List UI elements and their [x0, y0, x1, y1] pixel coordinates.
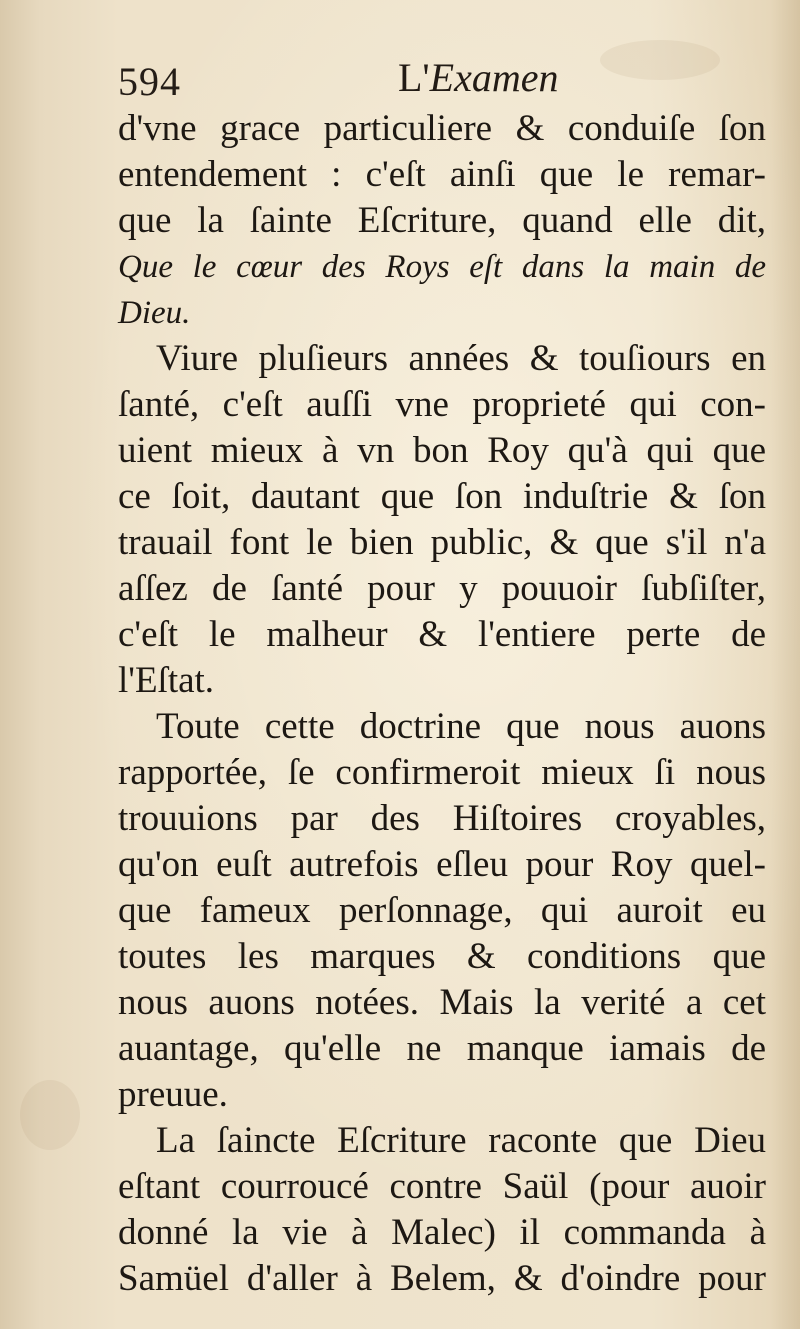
text-line: c'eſt le malheur & l'entiere perte de: [118, 614, 766, 655]
text-line: que la ſainte Eſcriture, quand elle dit,: [118, 200, 766, 241]
text-line: ſanté, c'eſt auſſi vne proprieté qui con-: [118, 384, 766, 425]
ink-stain: [20, 1080, 80, 1150]
text-line: l'Eſtat.: [118, 660, 215, 701]
text-line: nous auons notées. Mais la verité a cet: [118, 982, 766, 1023]
paragraph-first-line: Viure pluſieurs années & touſiours en: [156, 338, 766, 379]
text-line: rapportée, ſe confirmeroit mieux ſi nous: [118, 752, 766, 793]
text-line: auantage, qu'elle ne manque iamais de: [118, 1028, 766, 1069]
running-head-prefix: L': [398, 55, 430, 100]
scripture-quote-line: Que le cœur des Roys eſt dans la main de: [118, 249, 766, 285]
body-text: [118, 106, 766, 1302]
page-header: [118, 50, 738, 106]
text-line: ce ſoit, dautant que ſon induſtrie & ſon: [118, 476, 766, 517]
paragraph-first-line: Toute cette doctrine que nous auons: [156, 706, 766, 747]
running-head: [398, 54, 558, 101]
text-line: donné la vie à Malec) il commanda à: [118, 1212, 766, 1253]
text-line: d'vne grace particuliere & conduiſe ſon: [118, 108, 766, 149]
text-line: trouuions par des Hiſtoires croyables,: [118, 798, 766, 839]
page-number: 594: [118, 59, 181, 104]
scripture-quote-line: Dieu.: [118, 295, 191, 331]
text-line: aſſez de ſanté pour y pouuoir ſubſiſter,: [118, 568, 766, 609]
text-line: eſtant courroucé contre Saül (pour auoir: [118, 1166, 766, 1207]
text-line: preuue.: [118, 1074, 228, 1115]
paragraph-first-line: La ſaincte Eſcriture raconte que Dieu: [156, 1120, 766, 1161]
text-line: que fameux perſonnage, qui auroit eu: [118, 890, 766, 931]
text-line: qu'on euſt autrefois eſleu pour Roy quel-: [118, 844, 766, 885]
text-line: entendement : c'eſt ainſi que le remar-: [118, 154, 766, 195]
text-line: uient mieux à vn bon Roy qu'à qui que: [118, 430, 766, 471]
text-line: trauail font le bien public, & que s'il n'a: [118, 522, 766, 563]
text-line: toutes les marques & conditions que: [118, 936, 766, 977]
text-line: Samüel d'aller à Belem, & d'oindre pour: [118, 1258, 766, 1299]
running-head-word: Examen: [429, 55, 559, 100]
